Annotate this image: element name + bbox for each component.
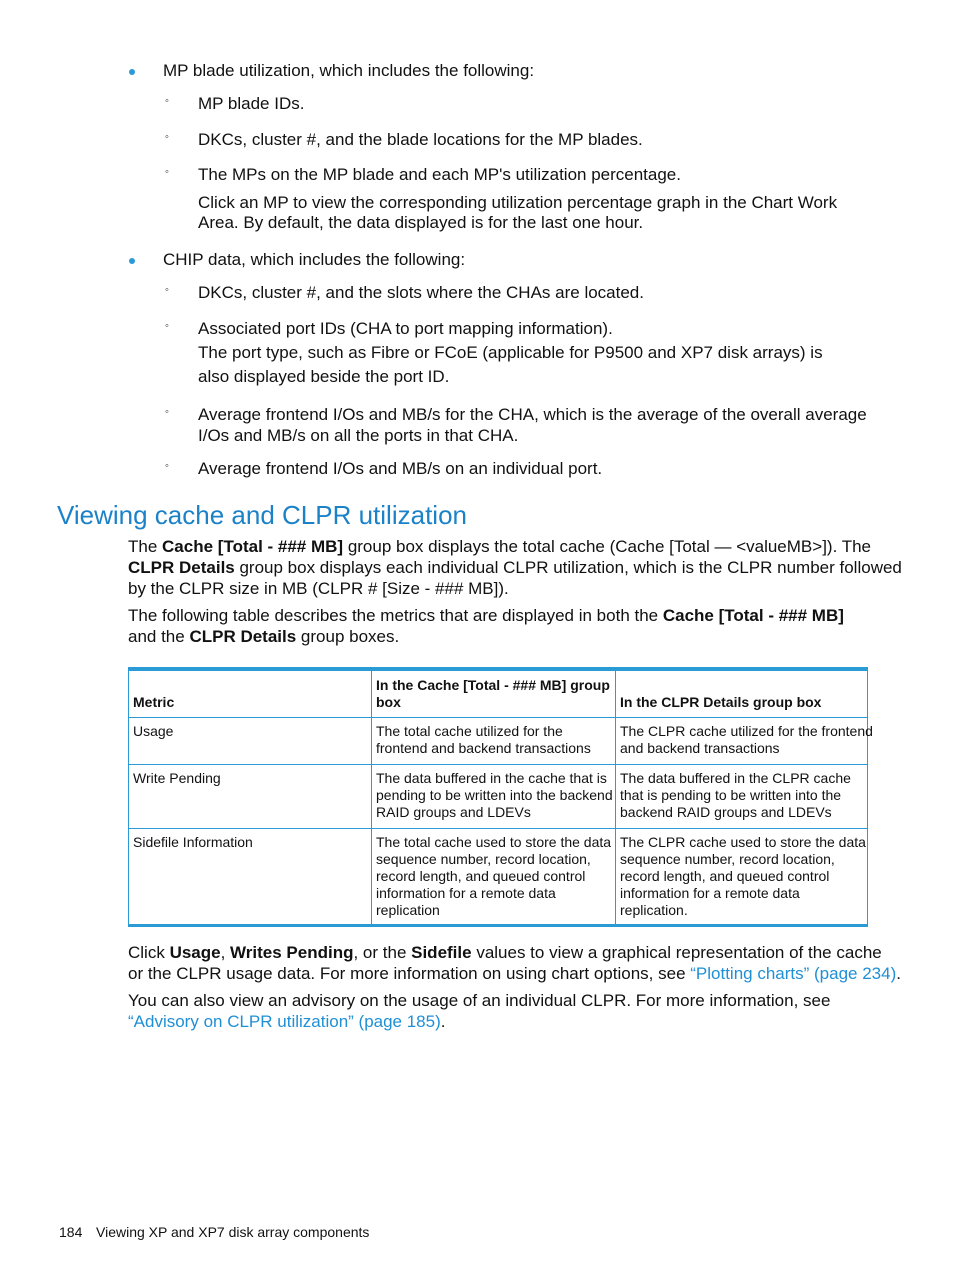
circle-bullet-icon: ◦ — [165, 166, 169, 178]
list2-bullet-text: CHIP data, which includes the following: — [163, 250, 466, 269]
section-p1-line-2 — [128, 557, 902, 578]
list2-item-2-line-2: The port type, such as Fibre or FCoE (applicable for P9500 and XP7 disk arrays) is — [198, 343, 823, 362]
circle-bullet-icon: ◦ — [165, 95, 169, 107]
text-span: The — [128, 537, 163, 556]
text-span: group box displays the total cache (Cache [Total — <valueMB>]). The — [343, 537, 872, 556]
cell-line: The CLPR cache utilized for the frontend — [620, 723, 873, 739]
after-p2-line-2 — [128, 1011, 446, 1032]
footer-title: Viewing XP and XP7 disk array components — [96, 1224, 370, 1240]
circle-bullet-icon: ◦ — [165, 131, 169, 143]
section-heading: Viewing cache and CLPR utilization — [57, 500, 467, 530]
header-clpr: In the CLPR Details group box — [620, 694, 822, 710]
circle-bullet-icon: ◦ — [165, 460, 169, 472]
cell-line: The data buffered in the cache that is — [376, 770, 607, 786]
list1-note-line-1: Click an MP to view the corresponding utilization percentage graph in the Chart Work — [198, 193, 838, 212]
table-header-cell — [616, 671, 868, 717]
table-cell — [616, 829, 868, 924]
cell-metric: Write Pending — [133, 770, 221, 786]
text-span: , — [220, 943, 231, 962]
list2-item-4: Average frontend I/Os and MB/s on an individual port. — [198, 459, 603, 478]
table-cell — [372, 718, 616, 764]
table-header-cell — [372, 671, 616, 717]
bullet-dot-icon — [129, 69, 135, 75]
table-cell — [128, 765, 372, 828]
bold-term: CLPR Details — [128, 558, 235, 577]
section-p1-line-1 — [128, 536, 871, 557]
cell-line: pending to be written into the backend — [376, 787, 613, 803]
bold-term: Usage — [169, 943, 221, 962]
metrics-table — [128, 667, 873, 927]
bold-term: Cache [Total - ### MB] — [662, 606, 844, 625]
list1-item-2: DKCs, cluster #, and the blade locations for the MP blades. — [198, 130, 643, 149]
circle-bullet-icon: ◦ — [165, 284, 169, 296]
table-cell — [372, 829, 616, 924]
cell-line: The total cache utilized for the — [376, 723, 563, 739]
section-p1-line-3: by the CLPR size in MB (CLPR # [Size - ### MB]). — [128, 579, 509, 598]
cell-line: replication — [376, 902, 440, 918]
text-span: or the CLPR usage data. For more information on using chart options, see — [128, 964, 691, 983]
cell-line: information for a remote data — [620, 885, 800, 901]
cell-line: backend RAID groups and LDEVs — [620, 804, 832, 820]
bold-term: Cache [Total - ### MB] — [162, 537, 344, 556]
table-row — [128, 765, 868, 829]
cell-line: record length, and queued control — [620, 868, 830, 884]
cell-metric: Usage — [133, 723, 174, 739]
text-span: . — [440, 1012, 446, 1031]
cell-line: sequence number, record location, — [620, 851, 835, 867]
table-cell — [128, 829, 372, 924]
table-header-row — [128, 671, 868, 718]
cell-line: that is pending to be written into the — [620, 787, 842, 803]
cell-line: The CLPR cache used to store the data — [620, 834, 866, 850]
table-cell — [616, 765, 868, 828]
header-cache-line-1: In the Cache [Total - ### MB] group — [376, 677, 610, 693]
page-number: 184 — [59, 1224, 83, 1240]
cell-line: frontend and backend transactions — [376, 740, 591, 756]
list2-item-2-line-3: also displayed beside the port ID. — [198, 367, 450, 386]
header-cache-line-2: box — [376, 694, 401, 710]
list2-item-1: DKCs, cluster #, and the slots where the CHAs are located. — [198, 283, 644, 302]
header-metric: Metric — [133, 694, 175, 710]
list2-item-3-line-1: Average frontend I/Os and MB/s for the CHA, which is the average of the overall average — [198, 405, 867, 424]
circle-bullet-icon: ◦ — [165, 406, 169, 418]
cell-line: information for a remote data — [376, 885, 556, 901]
text-span: and the — [128, 627, 190, 646]
text-span: The following table describes the metrics that are displayed in both the — [128, 606, 663, 625]
bold-term: Sidefile — [411, 943, 472, 962]
table-row — [128, 718, 873, 765]
list1-note-line-2: Area. By default, the data displayed is for the last one hour. — [198, 213, 644, 232]
list1-item-1: MP blade IDs. — [198, 94, 305, 113]
text-span: Click — [128, 943, 170, 962]
list2-item-3-line-2: I/Os and MB/s on all the ports in that CHA. — [198, 426, 519, 445]
text-span: group box displays each individual CLPR utilization, which is the CLPR number followed — [234, 558, 902, 577]
table-header-cell — [128, 671, 372, 717]
after-p1-line-1 — [128, 942, 882, 963]
bold-term: CLPR Details — [189, 627, 297, 646]
section-p2-line-2 — [128, 626, 399, 647]
list1-item-3: The MPs on the MP blade and each MP's utilization percentage. — [198, 165, 681, 184]
after-p2-line-1: You can also view an advisory on the usage of an individual CLPR. For more information, see — [128, 991, 831, 1010]
table-row — [128, 829, 868, 924]
cell-line: The total cache used to store the data — [376, 834, 612, 850]
text-span: group boxes. — [296, 627, 400, 646]
cell-line: The data buffered in the CLPR cache — [620, 770, 851, 786]
cell-line: sequence number, record location, — [376, 851, 591, 867]
cell-line: RAID groups and LDEVs — [376, 804, 531, 820]
advisory-clpr-link[interactable]: “Advisory on CLPR utilization” (page 185) — [128, 1012, 441, 1031]
circle-bullet-icon: ◦ — [165, 320, 169, 332]
after-p1-line-2 — [128, 963, 901, 984]
text-span: values to view a graphical representation of the cache — [471, 943, 882, 962]
plotting-charts-link[interactable]: “Plotting charts” (page 234) — [690, 964, 897, 983]
cell-metric: Sidefile Information — [133, 834, 253, 850]
section-p2-line-1 — [128, 605, 844, 626]
table-cell — [372, 765, 616, 828]
text-span: . — [896, 964, 901, 983]
list1-bullet-text: MP blade utilization, which includes the following: — [163, 61, 535, 80]
cell-line: record length, and queued control — [376, 868, 586, 884]
cell-line: and backend transactions — [620, 740, 780, 756]
bullet-dot-icon — [129, 258, 135, 264]
table-cell — [128, 718, 372, 764]
cell-line: replication. — [620, 902, 688, 918]
text-span: , or the — [353, 943, 412, 962]
bold-term: Writes Pending — [230, 943, 354, 962]
list2-item-2-line-1: Associated port IDs (CHA to port mapping information). — [198, 319, 613, 338]
table-cell — [616, 718, 873, 764]
